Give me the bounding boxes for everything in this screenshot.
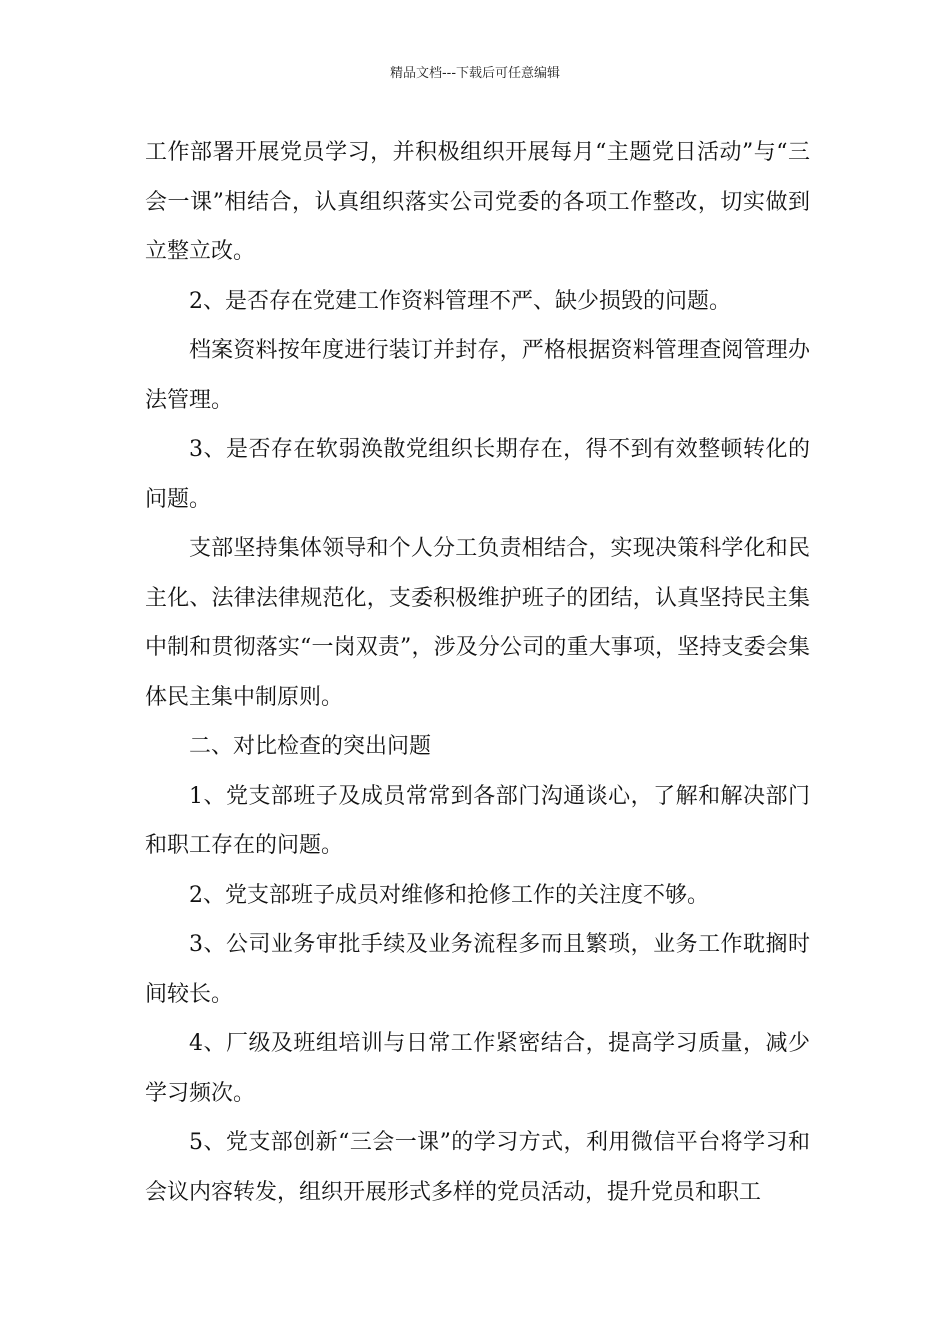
- paragraph-3: 档案资料按年度进行装订并封存，严格根据资料管理查阅管理办法管理。: [145, 338, 810, 413]
- paragraph-1: 工作部署开展党员学习，并积极组织开展每月“主题党日活动”与“三会一课”相结合，认真组织落实公司党委的各项工作整改，切实做到立整立改。: [145, 140, 810, 264]
- paragraph-2: 2、是否存在党建工作资料管理不严、缺少损毁的问题。: [189, 288, 731, 314]
- document-body: [145, 128, 810, 1217]
- paragraph-7: 1、党支部班子及成员常常到各部门沟通谈心，了解和解决部门和职工存在的问题。: [145, 783, 810, 858]
- paragraph-5: 支部坚持集体领导和个人分工负责相结合，实现决策科学化和民主化、法律法律规范化，支委积极维护班子的团结，认真坚持民主集中制和贯彻落实“一岗双责”，涉及分公司的重大事项，坚持支委会集体民主集中制原则。: [145, 536, 810, 710]
- paragraph-9: 3、公司业务审批手续及业务流程多而且繁琐，业务工作耽搁时间较长。: [145, 932, 810, 1007]
- paragraph-8: 2、党支部班子成员对维修和抢修工作的关注度不够。: [189, 882, 709, 908]
- section-heading: 二、对比检查的突出问题: [189, 734, 432, 759]
- paragraph-11: 5、党支部创新“三会一课”的学习方式，利用微信平台将学习和会议内容转发，组织开展形式多样的党员活动，提升党员和职工: [145, 1130, 810, 1205]
- page-header: 精品文档---下载后可任意编辑: [389, 66, 561, 81]
- paragraph-4: 3、是否存在软弱涣散党组织长期存在，得不到有效整顿转化的问题。: [145, 437, 810, 512]
- paragraph-10: 4、厂级及班组培训与日常工作紧密结合，提高学习质量，减少学习频次。: [145, 1031, 810, 1106]
